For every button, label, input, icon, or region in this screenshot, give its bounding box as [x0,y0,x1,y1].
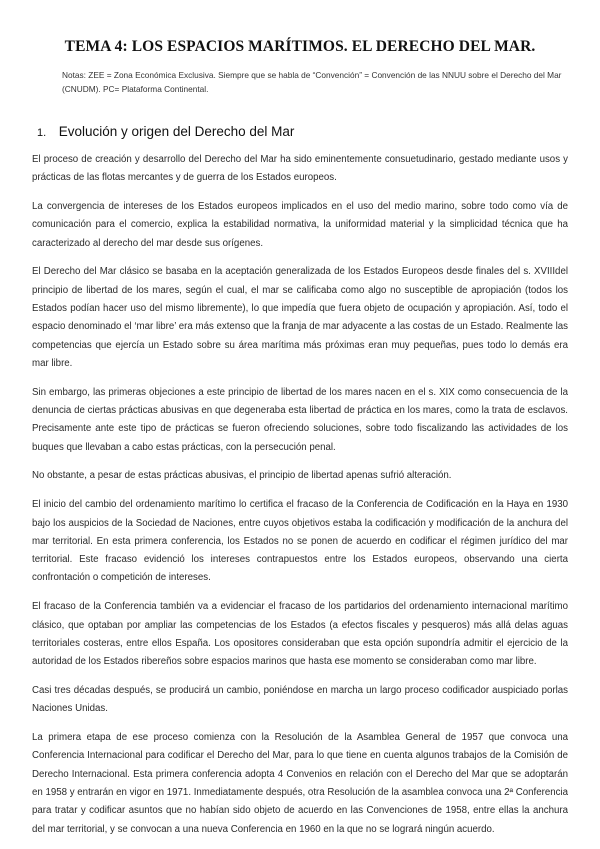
paragraph: Sin embargo, las primeras objeciones a este principio de libertad de los mares nacen en el s. XIX como consecuencia de la denuncia de ciertas prácticas abusivas en que degeneraba esta libertad de práctica en los mares, como la trata de esclavos. Precisamente ante este tipo de prácticas se fueron ofreciendo soluciones, sobre todo fiscalizando las actividades de los buques que llevaban a cabo estas prácticas, con la persecución penal. [32,386,568,453]
section-heading [37,124,294,139]
section-heading-text: Evolución y origen del Derecho del Mar [58,124,295,139]
abbreviation-notes: Notas: ZEE = Zona Económica Exclusiva. Siempre que se habla de “Convención” = Convención de las NNUU sobre el Derecho del Mar (CNUDM). PC= Plataforma Continental. [62,70,562,94]
paragraph: El Derecho del Mar clásico se basaba en la aceptación generalizada de los Estados Europeos desde finales del s. XVIIIdel principio de libertad de los mares, según el cual, el mar se calificaba como algo no susceptible de apropiación (todos los Estados podían hacer uso del mismo libremente), lo que impedía que fuera objeto de ocupación y apropiación. Así, todo el espacio denominado el ‘mar libre’ era más extenso que la franja de mar adyacente a las costas de un Estado. Realmente las competencias que ejercía un Estado sobre su área marítima más próximas eran muy pequeñas, pues todo lo demás era mar libre. [32,266,568,369]
paragraph: El proceso de creación y desarrollo del Derecho del Mar ha sido eminentemente consuetudinario, gestado mediante usos y prácticas de las flotas mercantes y de guerra de los Estados europeos. [32,154,568,184]
section-number: 1. [37,127,47,139]
paragraph: El fracaso de la Conferencia también va a evidenciar el fracaso de los partidarios del ordenamiento internacional marítimo clásico, que optaban por ampliar las competencias de los Estados (a efectos fiscales y pesqueros) más allá delas aguas territoriales costeras, entre ellos España. Los opositores consideraban que esta opción supondría admitir el ejercicio de la autoridad de los Estados ribereños sobre espacios marinos que hasta ese momento se consideraban como mar libre. [32,601,568,668]
paragraph: La primera etapa de ese proceso comienza con la Resolución de la Asamblea General de 1957 que convoca una Conferencia Internacional para codificar el Derecho del Mar, para lo que tiene en cuenta algunos trabajos de la Comisión de Derecho Internacional. Esta primera conferencia adopta 4 Convenios en relación con el Derecho del Mar que se adoptarán en 1958 y entrarán en vigor en 1971. Inmediatamente después, otra Resolución de la asamblea convoca una 2ª Conferencia para tratar y codificar asuntos que no habían sido objeto de acuerdo en las Convenciones de 1958, entre ellas la anchura del mar territorial, y se convocan a una nueva Conferencia en 1960 en la que no se logrará ningún acuerdo. [32,732,568,835]
paragraph: Casi tres décadas después, se producirá un cambio, poniéndose en marcha un largo proceso codificador auspiciado porlas Naciones Unidas. [32,684,568,715]
paragraph: No obstante, a pesar de estas prácticas abusivas, el principio de libertad apenas sufrió alteración. [32,470,452,482]
document-title: TEMA 4: LOS ESPACIOS MARÍTIMOS. EL DERECHO DEL MAR. [64,38,536,55]
document-body [32,151,568,849]
paragraph: El inicio del cambio del ordenamiento marítimo lo certifica el fracaso de la Conferencia de Codificación en la Haya en 1930 bajo los auspicios de la Sociedad de Naciones, entre cuyos objetivos estaba la codificación y modificación de la anchura del mar territorial. En esta primera conferencia, los Estados no se ponen de acuerdo en codificar el régimen jurídico del mar territorial. Este fracaso evidenció los intereses contrapuestos entre los Estados europeos, observando una cierta confrontación o competición de intereses. [32,499,568,584]
paragraph: La convergencia de intereses de los Estados europeos implicados en el uso del medio marino, sobre todo como vía de comunicación para el comercio, explica la estabilidad normativa, la uniformidad material y la simplicidad técnica que ha caracterizado al derecho del mar desde sus orígenes. [32,201,568,249]
